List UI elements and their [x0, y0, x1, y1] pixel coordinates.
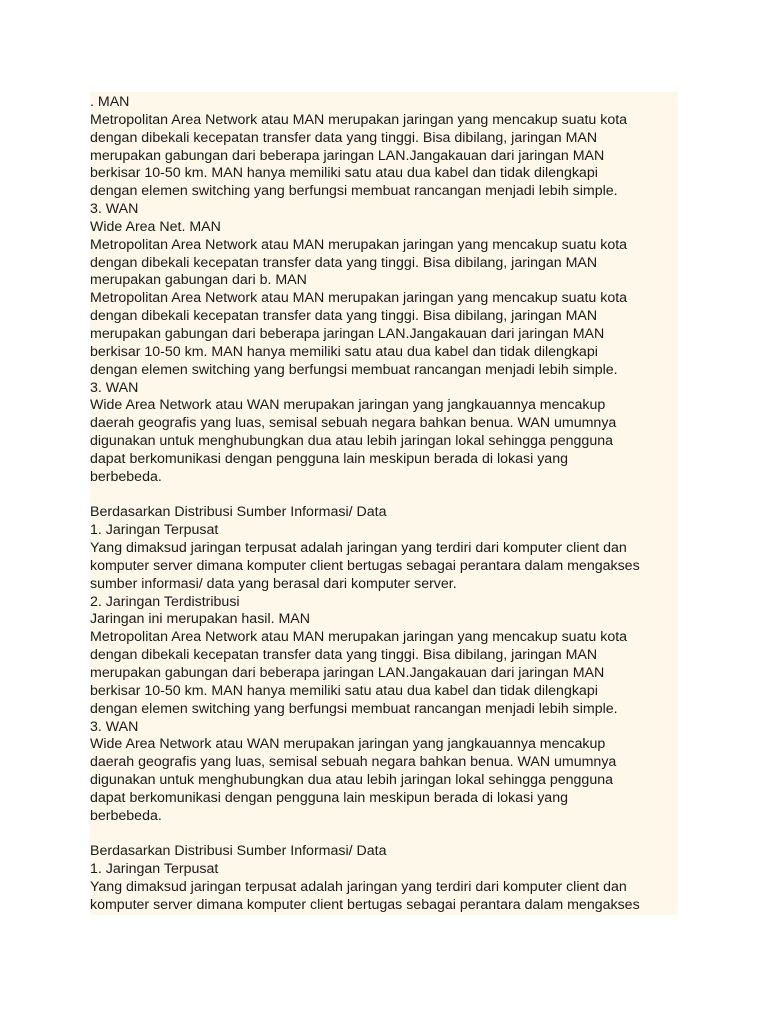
text-line: dengan elemen switching yang berfungsi membuat rancangan menjadi lebih simple.	[90, 700, 618, 717]
text-line: 1. Jaringan Terpusat	[90, 522, 219, 539]
text-line: Metropolitan Area Network atau MAN merupakan jaringan yang mencakup suatu kota	[90, 111, 628, 128]
text-line: dengan dibekali kecepatan transfer data yang tinggi. Bisa dibilang, jaringan MAN	[90, 647, 598, 664]
text-line: berkisar 10-50 km. MAN hanya memiliki satu atau dua kabel dan tidak dilengkapi	[90, 165, 598, 182]
text-line: Wide Area Network atau WAN merupakan jaringan yang jangkauannya mencakup	[90, 736, 606, 753]
text-line: Berdasarkan Distribusi Sumber Informasi/ Data	[90, 504, 387, 521]
text-line: digunakan untuk menghubungkan dua atau lebih jaringan lokal sehingga pengguna	[90, 772, 613, 789]
text-line: 2. Jaringan Terdistribusi	[90, 593, 240, 610]
blank-line	[90, 487, 678, 505]
text-line: Yang dimaksud jaringan terpusat adalah jaringan yang terdiri dari komputer client dan	[90, 540, 627, 557]
document-text	[90, 92, 678, 915]
text-line: berbebeda.	[90, 468, 162, 485]
text-line: daerah geografis yang luas, semisal sebuah negara bahkan benua. WAN umumnya	[90, 415, 617, 432]
text-line: dapat berkomunikasi dengan pengguna lain meskipun berada di lokasi yang	[90, 450, 568, 467]
text-line: merupakan gabungan dari beberapa jaringan LAN.Jangakauan dari jaringan MAN	[90, 325, 605, 342]
text-line: dengan dibekali kecepatan transfer data yang tinggi. Bisa dibilang, jaringan MAN	[90, 308, 598, 325]
text-line: dengan elemen switching yang berfungsi membuat rancangan menjadi lebih simple.	[90, 183, 618, 200]
text-line: dengan dibekali kecepatan transfer data yang tinggi. Bisa dibilang, jaringan MAN	[90, 129, 598, 146]
text-line: Metropolitan Area Network atau MAN merupakan jaringan yang mencakup suatu kota	[90, 236, 628, 253]
text-line: Wide Area Network atau WAN merupakan jaringan yang jangkauannya mencakup	[90, 397, 606, 414]
text-line: digunakan untuk menghubungkan dua atau lebih jaringan lokal sehingga pengguna	[90, 433, 613, 450]
document-page	[90, 92, 678, 915]
text-line: Jaringan ini merupakan hasil. MAN	[90, 611, 311, 628]
text-line: 3. WAN	[90, 718, 139, 735]
text-line: . MAN	[90, 94, 130, 110]
text-line: dengan elemen switching yang berfungsi membuat rancangan menjadi lebih simple.	[90, 361, 618, 378]
text-line: merupakan gabungan dari beberapa jaringan LAN.Jangakauan dari jaringan MAN	[90, 147, 605, 164]
text-line: sumber informasi/ data yang berasal dari komputer server.	[90, 575, 457, 592]
text-line: komputer server dimana komputer client bertugas sebagai perantara dalam mengakses	[90, 896, 640, 913]
text-line: Yang dimaksud jaringan terpusat adalah jaringan yang terdiri dari komputer client dan	[90, 879, 627, 896]
text-line: berkisar 10-50 km. MAN hanya memiliki satu atau dua kabel dan tidak dilengkapi	[90, 682, 598, 699]
text-line: Berdasarkan Distribusi Sumber Informasi/ Data	[90, 843, 387, 860]
text-line: komputer server dimana komputer client bertugas sebagai perantara dalam mengakses	[90, 557, 640, 574]
text-line: dengan dibekali kecepatan transfer data yang tinggi. Bisa dibilang, jaringan MAN	[90, 254, 598, 271]
text-line: 3. WAN	[90, 379, 139, 396]
text-line: berkisar 10-50 km. MAN hanya memiliki satu atau dua kabel dan tidak dilengkapi	[90, 343, 598, 360]
text-line: merupakan gabungan dari b. MAN	[90, 272, 307, 289]
blank-line	[90, 826, 678, 844]
text-line: 3. WAN	[90, 201, 139, 218]
text-line: Metropolitan Area Network atau MAN merupakan jaringan yang mencakup suatu kota	[90, 629, 628, 646]
text-line: Wide Area Net. MAN	[90, 218, 221, 235]
text-line: dapat berkomunikasi dengan pengguna lain meskipun berada di lokasi yang	[90, 789, 568, 806]
text-line: Metropolitan Area Network atau MAN merupakan jaringan yang mencakup suatu kota	[90, 290, 628, 307]
text-line: merupakan gabungan dari beberapa jaringan LAN.Jangakauan dari jaringan MAN	[90, 665, 605, 681]
text-line: berbebeda.	[90, 807, 162, 824]
text-line: 1. Jaringan Terpusat	[90, 861, 219, 878]
text-line: daerah geografis yang luas, semisal sebuah negara bahkan benua. WAN umumnya	[90, 754, 617, 771]
